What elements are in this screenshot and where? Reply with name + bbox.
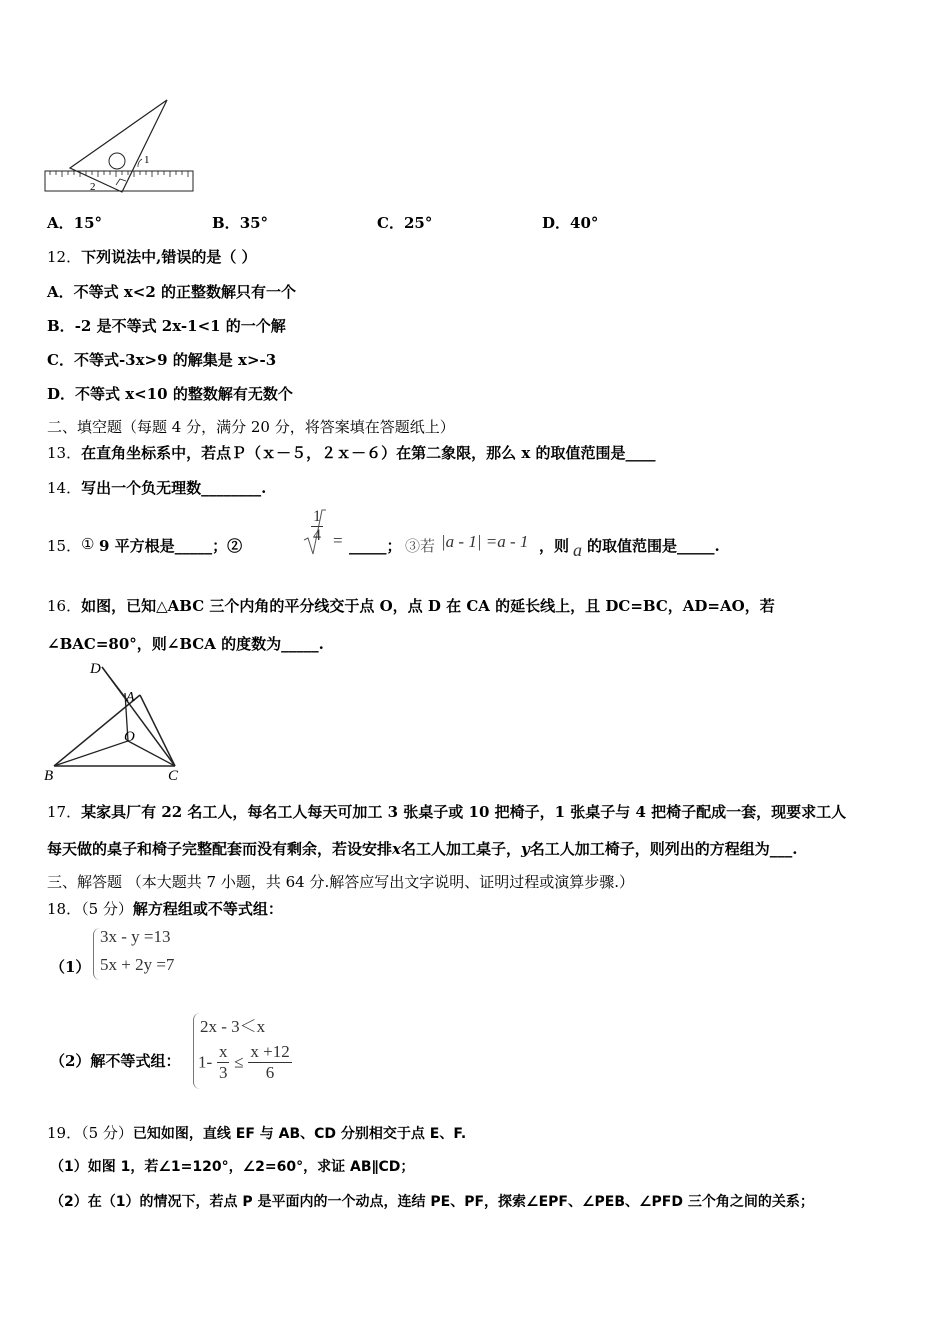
right-angle-mark <box>116 179 126 185</box>
q18-part1-label: （1） <box>50 958 91 976</box>
q14: 14．写出一个负无理数________. <box>47 479 267 497</box>
fig16-label-c: C <box>168 768 179 784</box>
fig16-label-b: B <box>44 768 54 784</box>
q13: 13．在直角坐标系中，若点Ｐ（ｘ－５，２ｘ－６）在第二象限，那么 x 的取值范围是____ <box>47 444 656 462</box>
q18-eq1: 3x - y =13 <box>100 927 171 946</box>
q17-line2: 每天做的桌子和椅子完整配套而没有剩余，若设安排x名工人加工桌子，y名工人加工椅子，则列出的方程组为___. <box>47 840 798 858</box>
angle-2-label: 2 <box>90 181 96 193</box>
q18-system-brace <box>93 928 100 980</box>
q19-part1: （1）如图 1，若∠1=120°，∠2=60°，求证 AB∥CD； <box>50 1159 415 1175</box>
q11-option-a: A．15° <box>47 214 103 232</box>
q12-option-b: B．-2 是不等式 2x-1<1 的一个解 <box>47 317 286 335</box>
q12-option-c: C．不等式-3x>9 的解集是 x>-3 <box>47 351 277 369</box>
q12-option-a: A．不等式 x<2 的正整数解只有一个 <box>47 283 297 301</box>
q17-line1: 17．某家具厂有 22 名工人，每名工人每天可加工 3 张桌子或 10 把椅子，1 张桌子与 4 把椅子配成一套，现要求工人 <box>47 803 847 821</box>
set-square-hole <box>109 153 125 169</box>
ruler-ticks <box>50 171 188 177</box>
q19-part2: （2）在（1）的情况下，若点 P 是平面内的一个动点，连结 PE、PF，探索∠EPF、∠PEB、∠PFD 三个角之间的关系； <box>50 1194 814 1210</box>
angle-1-label: 1 <box>144 154 150 166</box>
q16-figure <box>40 655 190 785</box>
fig16-label-a: A <box>126 690 135 705</box>
q12-stem: 12．下列说法中,错误的是（ ） <box>47 248 257 266</box>
q18-part2-label: （2）解不等式组： <box>50 1052 181 1070</box>
q18-ineq2: 1- $\frac{x}{3}$ ≤ $\frac{x +12}{6}$ <box>198 1042 290 1082</box>
section2-title: 二、填空题（每题 4 分，满分 20 分，将答案填在答题纸上） <box>47 418 455 436</box>
q19-stem: 19．（5 分）已知如图，直线 EF 与 AB、CD 分别相交于点 E、F. <box>47 1124 467 1142</box>
q12-option-d: D．不等式 x<10 的整数解有无数个 <box>47 385 293 403</box>
q16-line1: 16．如图，已知△ABC 三个内角的平分线交于点 O，点 D 在 CA 的延长线上，且 DC=BC，AD=AO，若 <box>47 597 775 615</box>
fig16-label-d: D <box>90 661 101 677</box>
q11-figure <box>40 95 200 195</box>
sqrt-fraction: $\frac{1}{4}$ <box>313 508 321 544</box>
q11-option-c: C．25° <box>377 214 433 232</box>
fig16-label-o: O <box>124 729 135 745</box>
section3-title: 三、解答题 （本大题共 7 小题，共 64 分.解答应写出文字说明、证明过程或演算步骤.） <box>47 873 635 891</box>
q11-option-b: B．35° <box>212 214 269 232</box>
q18-stem: 18．（5 分）解方程组或不等式组： <box>47 900 283 918</box>
q18-ineq1: 2x - 3＜x <box>200 1017 266 1036</box>
q11-option-d: D．40° <box>542 214 599 232</box>
set-square <box>70 100 167 192</box>
q16-line2: ∠BAC=80°，则∠BCA 的度数为_____. <box>47 635 324 653</box>
q18-eq2: 5x + 2y =7 <box>100 955 175 974</box>
